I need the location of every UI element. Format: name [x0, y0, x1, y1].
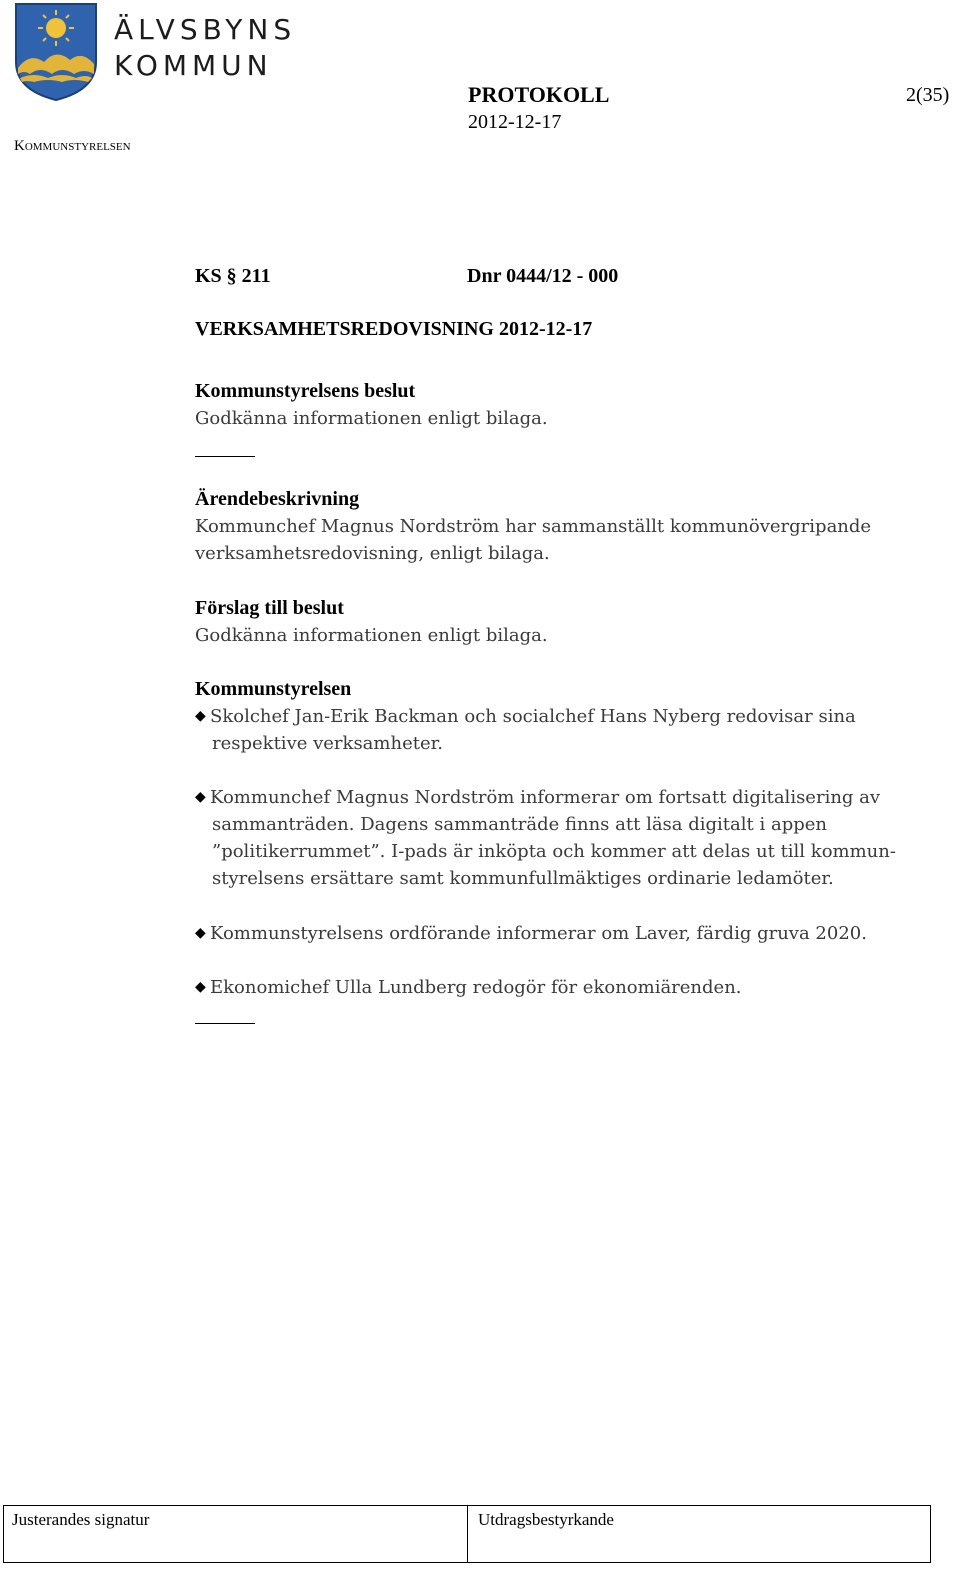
bullet-text-line: ”politikerrummet”. I-pads är inköpta och kommer att delas ut till kommun- [212, 841, 896, 862]
wordmark-line-1: ÄLVSBYNS [114, 13, 297, 46]
proposal-heading: Förslag till beslut [195, 597, 344, 619]
bullet-text-line: Kommunstyrelsens ordförande informerar om Laver, färdig gruva 2020. [210, 923, 867, 944]
bullet-text-line: Ekonomichef Ulla Lundberg redogör för ekonomiärenden. [210, 977, 742, 998]
adjuster-signature-label: Justerandes signatur [12, 1510, 150, 1529]
diamond-bullet-icon: ◆ [195, 708, 206, 724]
document-type: PROTOKOLL [468, 82, 610, 107]
wordmark-line-2: KOMMUN [114, 49, 273, 82]
signature-box [3, 1505, 931, 1563]
bullet-text-line: Skolchef Jan-Erik Backman och socialchef Hans Nyberg redovisar sina [210, 706, 856, 727]
proposal-text: Godkänna informationen enligt bilaga. [195, 625, 548, 646]
bullet-text-line: Kommunchef Magnus Nordström informerar om fortsatt digitalisering av [210, 787, 881, 808]
registration-number: Dnr 0444/12 - 000 [467, 265, 619, 287]
section-divider [195, 456, 255, 457]
case-number: KS § 211 [195, 265, 271, 287]
proposal-section [195, 595, 935, 649]
diamond-bullet-icon: ◆ [195, 979, 206, 995]
document-date: 2012-12-17 [468, 111, 562, 133]
extract-certification-label: Utdragsbestyrkande [478, 1510, 614, 1529]
department-name: Kommunstyrelsen [14, 138, 131, 154]
description-section [195, 486, 935, 567]
diamond-bullet-icon: ◆ [195, 789, 206, 805]
board-section [195, 676, 935, 703]
description-heading: Ärendebeskrivning [195, 488, 360, 510]
bullet-text-line: respektive verksamheter. [212, 733, 443, 754]
description-line-1: Kommunchef Magnus Nordström har sammanställt kommunövergripande [195, 516, 872, 537]
case-title: VERKSAMHETSREDOVISNING 2012-12-17 [195, 318, 593, 340]
decision-heading: Kommunstyrelsens beslut [195, 380, 416, 402]
list-item [195, 920, 935, 947]
municipality-wordmark [114, 12, 296, 84]
diamond-bullet-icon: ◆ [195, 925, 206, 941]
list-item [195, 784, 935, 892]
list-item [195, 974, 935, 1001]
board-heading: Kommunstyrelsen [195, 678, 352, 700]
description-line-2: verksamhetsredovisning, enligt bilaga. [195, 543, 550, 564]
decision-text: Godkänna informationen enligt bilaga. [195, 408, 548, 429]
decision-section [195, 378, 935, 432]
page-number: 2(35) [906, 84, 950, 106]
signature-box-divider [467, 1506, 468, 1562]
municipality-coat-of-arms-icon [14, 2, 98, 102]
bullet-text-line: sammanträden. Dagens sammanträde finns att läsa digitalt i appen [212, 814, 827, 835]
section-divider [195, 1023, 255, 1024]
bullet-text-line: styrelsens ersättare samt kommunfullmäktiges ordinarie ledamöter. [212, 868, 834, 889]
list-item [195, 703, 935, 757]
